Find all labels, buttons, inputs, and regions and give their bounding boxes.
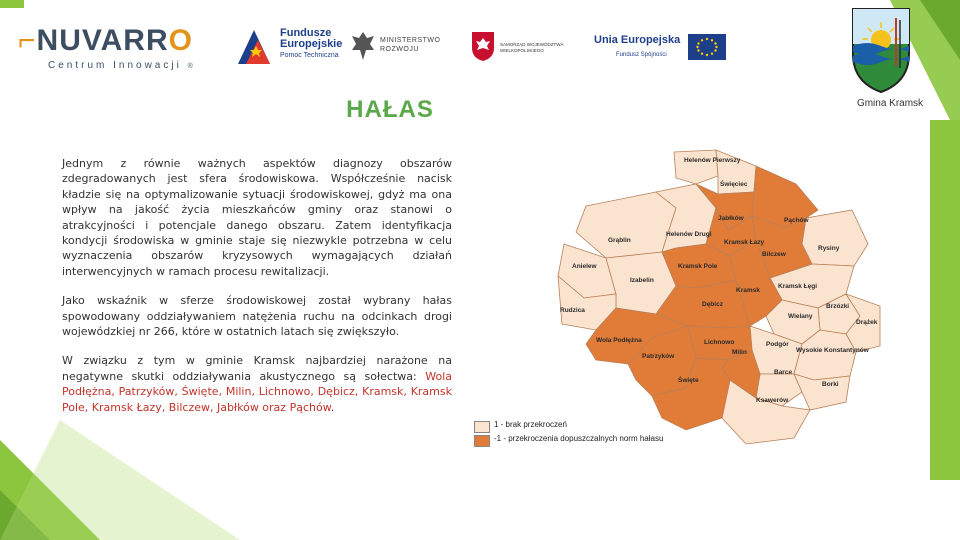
paragraph-3-highlight: Wola Podłężna, Patrzyków, Święte, Milin, Lichnowo, Dębicz, Kramsk, Kramsk Pole, Kramsk Łazy, Bilczew, Jabłków oraz Pąchów <box>62 369 452 414</box>
map-label-brzozki: Brzózki <box>826 303 850 310</box>
samorzad-line2: WIELKOPOLSKIEGO <box>500 48 544 53</box>
map-label-lichnowo: Lichnowo <box>704 339 735 346</box>
fundusze-title <box>280 28 342 50</box>
fundusze-line1: Fundusze <box>280 27 332 39</box>
unia-europejska-logo <box>594 28 728 68</box>
map-label-podgor: Podgór <box>766 341 789 348</box>
samorzad-line1: SAMORZĄD WOJEWÓDZTWA <box>500 42 564 47</box>
map-label-ksawerow: Ksawerów <box>756 397 789 404</box>
region-helenow-pierwszy <box>674 150 718 184</box>
wielkopolska-shield-icon <box>470 30 496 62</box>
map-label-bilczew: Bilczew <box>762 251 786 258</box>
logo-bar <box>18 20 738 70</box>
legend-label-1: 1 - brak przekroczeń <box>494 420 567 429</box>
unia-subtitle: Fundusz Spójności <box>616 52 667 58</box>
map-label-kramsk-pole: Kramsk Pole <box>678 263 718 270</box>
map-label-helenow-pierwszy: Helenów Pierwszy <box>684 157 741 164</box>
paragraph-2: Jako wskaźnik w sferze środowiskowej został wybrany hałas spowodowany oddziaływaniem natężenia ruchu na odcinkach drogi wojewódzkiej nr 266, które w ostatnich latach się zwiększyło. <box>62 294 452 339</box>
ministerstwo-line2: ROZWOJU <box>380 46 419 53</box>
eagle-icon <box>350 30 376 62</box>
paragraph-3-start: W związku z tym w gminie Kramsk najbardziej narażone na negatywne skutki oddziaływania akustycznego są sołectwa: <box>62 354 452 383</box>
paragraph-1: Jednym z równie ważnych aspektów diagnozy obszarów zdegradowanych jest sfera środowiskowa. Współcześnie nacisk kładzie się na optymalizowanie sytuacji środowiskowej, gdyż ma ona wpływ na jakość życia mieszkańców gminy oraz stanowi o atrakcyjności i potencjale danego obszaru. Zatem identyfikacja kondycji środowiska w gminie staje się niezwykle potrzebna w celu wyznaczenia obszarów kryzysowych wymagających działań interwencyjnych w ramach procesu rewitalizacji. <box>62 157 452 278</box>
map-label-barce: Barce <box>774 369 793 376</box>
region-borki <box>794 374 850 410</box>
body-text <box>62 156 452 429</box>
map-label-izabelin: Izabelin <box>630 277 654 284</box>
map-label-drazek: Drążek <box>856 319 878 326</box>
map-label-kramsk: Kramsk <box>736 287 760 294</box>
map-label-grablin: Grąblin <box>608 237 631 244</box>
map-label-borki: Borki <box>822 381 839 388</box>
nuvarro-brand-prefix: NUVARR <box>36 24 169 57</box>
map-label-swieciec: Święciec <box>720 181 748 188</box>
map-label-helenow-drugi: Helenów Drugi <box>666 231 712 238</box>
region-rysiny <box>802 210 868 266</box>
map-label-pachow: Pąchów <box>784 217 809 224</box>
map-label-wysokie: Wysokie Konstantynów <box>796 347 869 354</box>
legend-swatch-light <box>474 421 490 433</box>
nuvarro-subtitle-text: Centrum Innowacji <box>48 60 182 71</box>
fundusze-line3: Pomoc Techniczna <box>280 52 339 59</box>
fundusze-europejskie-logo <box>234 22 346 70</box>
region-grablin <box>576 192 676 258</box>
map-label-milin: Milin <box>732 349 747 356</box>
gmina-crest-icon <box>850 6 912 94</box>
fundusze-star-icon <box>234 26 274 66</box>
frame-accent-top-left <box>0 0 24 8</box>
ministerstwo-logo <box>348 30 458 66</box>
fundusze-line2: Europejskie <box>280 38 343 50</box>
legend-row-exceedance <box>474 434 714 446</box>
legend-label-2: -1 - przekroczenia dopuszczalnych norm hałasu <box>494 434 664 443</box>
map-label-rysiny: Rysiny <box>818 245 840 252</box>
map-label-wola-podlezna: Wola Podłężna <box>596 337 642 344</box>
map-label-kramsk-lazy: Kramsk Łazy <box>724 239 765 246</box>
nuvarro-bracket-left: ⌐ <box>18 24 37 57</box>
frame-accent-right <box>930 120 960 480</box>
eu-flag-icon <box>688 34 726 60</box>
paragraph-3 <box>62 353 452 415</box>
map-label-debicz: Dębicz <box>702 301 723 308</box>
nuvarro-subtitle <box>48 60 196 71</box>
map-label-patrzykow: Patrzyków <box>642 353 675 360</box>
nuvarro-registered: ® <box>187 63 196 70</box>
page-title: HAŁAS <box>346 96 434 123</box>
map-label-rudzica: Rudzica <box>560 307 585 314</box>
nuvarro-wordmark <box>18 24 193 58</box>
unia-title: Unia Europejska <box>594 34 681 46</box>
nuvarro-logo <box>18 26 218 74</box>
map-label-swiete: Święte <box>678 377 699 384</box>
noise-map <box>556 148 882 458</box>
ministerstwo-line1: MINISTERSTWO <box>380 37 441 44</box>
crest-label: Gmina Kramsk <box>856 98 924 109</box>
legend-row-no-exceedance <box>474 420 714 432</box>
legend-swatch-orange <box>474 435 490 447</box>
samorzad-logo <box>470 28 580 68</box>
nuvarro-brand-accent: O <box>168 24 193 57</box>
ministerstwo-text <box>380 36 440 54</box>
map-label-kramsk-laegi: Kramsk Łęgi <box>778 283 818 290</box>
map-label-wielany: Wielany <box>788 313 813 320</box>
map-label-aniolew: Anielew <box>572 263 597 270</box>
map-label-jablkow: Jabłków <box>718 215 744 222</box>
paragraph-3-end: . <box>330 400 335 414</box>
samorzad-text <box>500 42 563 54</box>
map-legend <box>474 418 714 448</box>
